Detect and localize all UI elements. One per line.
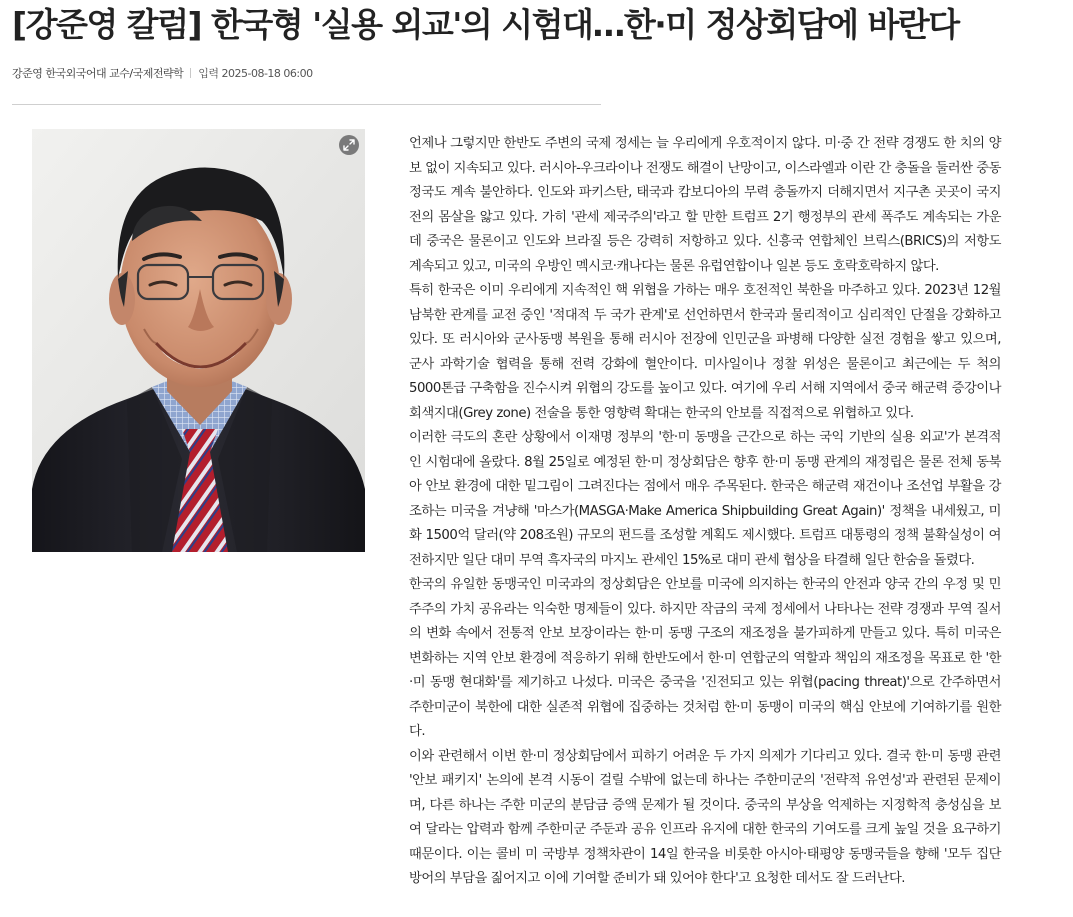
expand-icon xyxy=(343,139,355,151)
byline xyxy=(12,66,313,82)
article-paragraph: 언제나 그렇지만 한반도 주변의 국제 정세는 늘 우리에게 우호적이지 않다. 미·중 간 전략 경쟁도 한 치의 양보 없이 지속되고 있다. 러시아-우크라이나 전쟁도 해결이 난망이고, 이스라엘과 이란 간 충돌을 둘러싼 중동 정국도 계속 불안하다. 인도와 파키스탄, 태국과 캄보디아의 무력 충돌까지 더해지면서 지구촌 곳곳이 국지전의 몸살을 앓고 있다. 가히 '관세 제국주의'라고 할 만한 트럼프 2기 행정부의 관세 폭주도 계속되는 가운데 중국은 물론이고 인도와 브라질 등은 강력히 저항하고 있다. 신흥국 연합체인 브릭스(BRICS)의 저항도 계속되고 있고, 미국의 우방인 멕시코·캐나다는 물론 유럽연합이나 일본 등도 호락호락하지 않다. xyxy=(409,136,1001,274)
header-divider xyxy=(12,104,601,105)
byline-divider xyxy=(190,68,191,78)
article-paragraph: 한국의 유일한 동맹국인 미국과의 정상회담은 안보를 미국에 의지하는 한국의 안전과 양국 간의 우정 및 민주주의 가치 공유라는 익숙한 명제들이 있다. 하지만 작금의 국제 정세에서 나타나는 전략 경쟁과 무역 질서의 변화 속에서 전통적 안보 보장이라는 한·미 동맹 구조의 재조정을 불가피하게 만들고 있다. 특히 미국은 변화하는 지역 안보 환경에 적응하기 위해 한반도에서 한·미 연합군의 역할과 책임의 재조정을 목표로 한 '한·미 동맹 현대화'를 제기하고 나섰다. 미국은 중국을 '진전되고 있는 위협(pacing threat)'으로 간주하면서 주한미군이 북한에 대한 실존적 위협에 집중하는 것처럼 한·미 동맹이 미국의 핵심 안보에 기여하기를 원한다. xyxy=(409,577,1001,739)
author-portrait xyxy=(32,129,365,552)
article-paragraph: 이러한 극도의 혼란 상황에서 이재명 정부의 '한·미 동맹을 근간으로 하는 국익 기반의 실용 외교'가 본격적인 시험대에 올랐다. 8월 25일로 예정된 한·미 정상회담은 향후 한·미 동맹 관계의 재정립은 물론 전체 동북아 안보 환경에 대한 밑그림이 그려진다는 점에서 매우 주목된다. 한국은 해군력 재건이나 조선업 부활을 강조하는 미국을 겨냥해 '마스가(MASGA·Make America Shipbuilding Great Again)' 정책을 내세웠고, 미화 1500억 달러(약 208조원) 규모의 펀드를 조성할 계획도 제시했다. 트럼프 대통령의 정책 불확실성이 여전하지만 일단 대미 무역 흑자국의 마지노 관세인 15%로 대미 관세 협상을 타결해 일단 한숨을 돌렸다. xyxy=(409,430,1001,568)
article-body xyxy=(409,132,1001,892)
author-photo[interactable] xyxy=(32,129,365,552)
expand-photo-button[interactable] xyxy=(339,135,359,155)
date-label: 입력 xyxy=(198,67,219,80)
article-paragraph: 이와 관련해서 이번 한·미 정상회담에서 피하기 어려운 두 가지 의제가 기다리고 있다. 결국 한·미 동맹 관련 '안보 패키지' 논의에 본격 시동이 걸릴 수밖에 없는데 하나는 주한미군의 '전략적 유연성'과 관련된 문제이며, 다른 하나는 주한 미군의 분담금 증액 문제가 될 것이다. 중국의 부상을 억제하는 지정학적 충성심을 보여 달라는 압력과 함께 주한미군 주둔과 공유 인프라 유지에 대한 한국의 기여도를 크게 높일 것을 요구하기 때문이다. 이는 콜비 미 국방부 정책차관이 14일 한국을 비롯한 아시아·태평양 동맹국들을 향해 '모두 집단 방어의 부담을 짊어지고 이에 기여할 준비가 돼 있어야 한다'고 요청한 데서도 잘 드러난다. xyxy=(409,748,1001,886)
article-paragraph: 특히 한국은 이미 우리에게 지속적인 핵 위협을 가하는 매우 호전적인 북한을 마주하고 있다. 2023년 12월 남북한 관계를 교전 중인 '적대적 두 국가 관계'로 선언하면서 한국과 물리적이고 심리적인 단절을 강화하고 있다. 또 러시아와 군사동맹 복원을 통해 러시아 전장에 인민군을 파병해 다양한 실전 경험을 쌓고 있으며, 군사 과학기술 협력을 통해 전력 강화에 혈안이다. 미사일이나 정찰 위성은 물론이고 최근에는 두 척의 5000톤급 구축함을 진수시켜 위협의 강도를 높이고 있다. 여기에 우리 서해 지역에서 중국 해군력 증강이나 회색지대(Grey zone) 전술을 통한 영향력 확대는 한국의 안보를 직접적으로 위협하고 있다. xyxy=(409,283,1001,421)
publish-date: 2025-08-18 06:00 xyxy=(221,67,313,80)
article-headline: [강준영 칼럼] 한국형 '실용 외교'의 시험대…한·미 정상회담에 바란다 xyxy=(12,5,959,44)
author-name: 강준영 한국외국어대 교수/국제전략학 xyxy=(12,67,184,80)
